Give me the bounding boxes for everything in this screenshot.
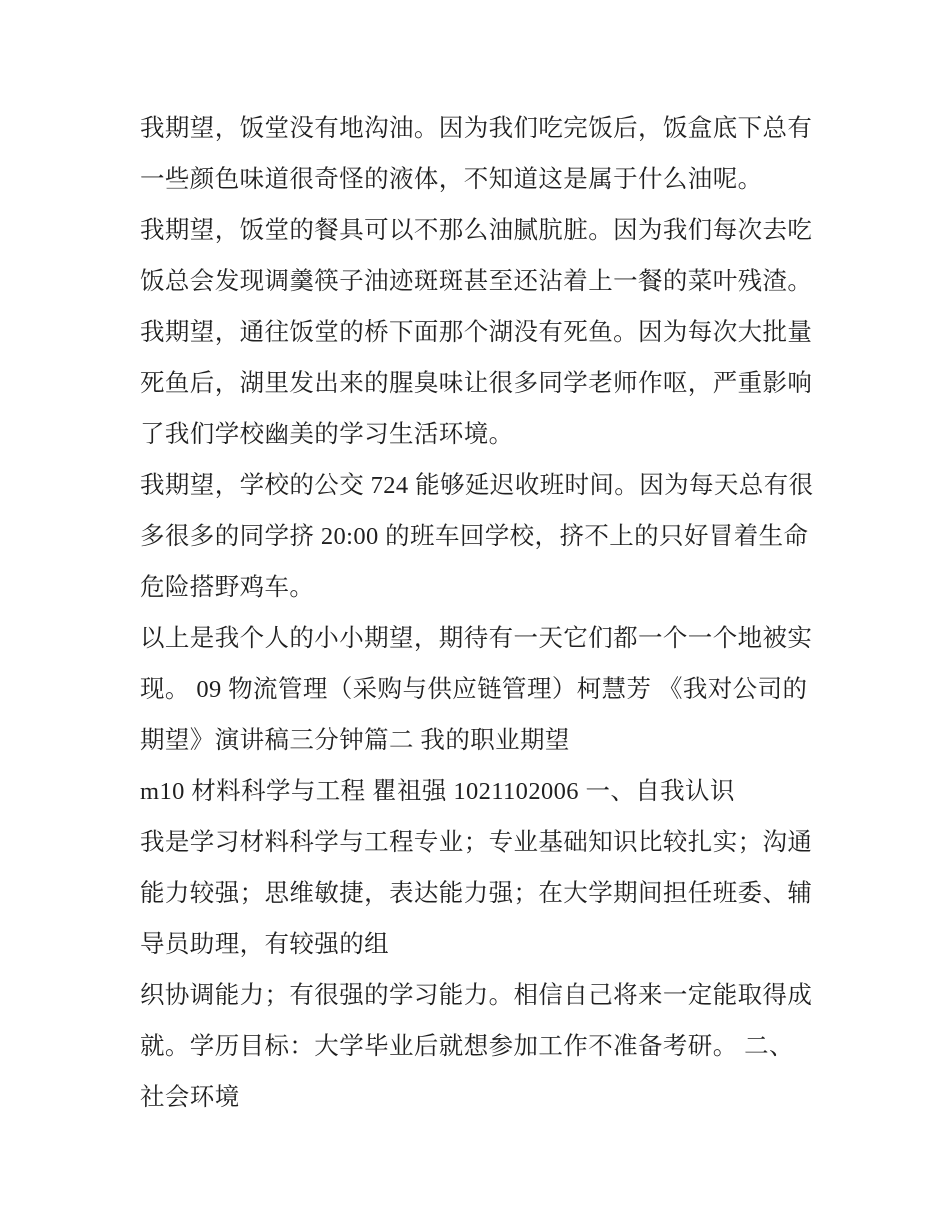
text-line: 我期望，饭堂没有地沟油。因为我们吃完饭后，饭盒底下总有 xyxy=(140,115,813,142)
text-line: 我期望，通往饭堂的桥下面那个湖没有死鱼。因为每次大批量 xyxy=(140,319,813,346)
text-line: 死鱼后，湖里发出来的腥臭味让很多同学老师作呕，严重影响 xyxy=(140,370,813,397)
text-line: 我期望，饭堂的餐具可以不那么油腻肮脏。因为我们每次去吃 xyxy=(140,217,813,244)
text-line: 危险搭野鸡车。 xyxy=(140,574,315,601)
text-line: 饭总会发现调羹筷子油迹斑斑甚至还沾着上一餐的菜叶残渣。 xyxy=(140,268,813,295)
text-line: m10 材料科学与工程 瞿祖强 1021102006 一、自我认识 xyxy=(140,778,735,805)
text-line: 多很多的同学挤 20:00 的班车回学校，挤不上的只好冒着生命 xyxy=(140,523,809,550)
text-line: 就。学历目标：大学毕业后就想参加工作不准备考研。 二、 xyxy=(140,1033,794,1060)
text-line: 导员助理，有较强的组 xyxy=(140,931,389,958)
text-line: 织协调能力；有很强的学习能力。相信自己将来一定能取得成 xyxy=(140,982,813,1009)
text-line: 社会环境 xyxy=(140,1084,240,1111)
text-line: 现。 09 物流管理（采购与供应链管理）柯慧芳 《我对公司的 xyxy=(140,676,808,703)
text-line: 以上是我个人的小小期望，期待有一天它们都一个一个地被实 xyxy=(140,625,813,652)
text-line: 了我们学校幽美的学习生活环境。 xyxy=(140,421,514,448)
text-line: 能力较强；思维敏捷，表达能力强；在大学期间担任班委、辅 xyxy=(140,880,813,907)
text-line: 我期望，学校的公交 724 能够延迟收班时间。因为每天总有很 xyxy=(140,472,814,499)
document-body xyxy=(140,107,820,1127)
text-line: 一些颜色味道很奇怪的液体，不知道这是属于什么油呢。 xyxy=(140,166,763,193)
text-line: 我是学习材料科学与工程专业；专业基础知识比较扎实；沟通 xyxy=(140,829,813,856)
text-line: 期望》演讲稿三分钟篇二 我的职业期望 xyxy=(140,727,570,754)
